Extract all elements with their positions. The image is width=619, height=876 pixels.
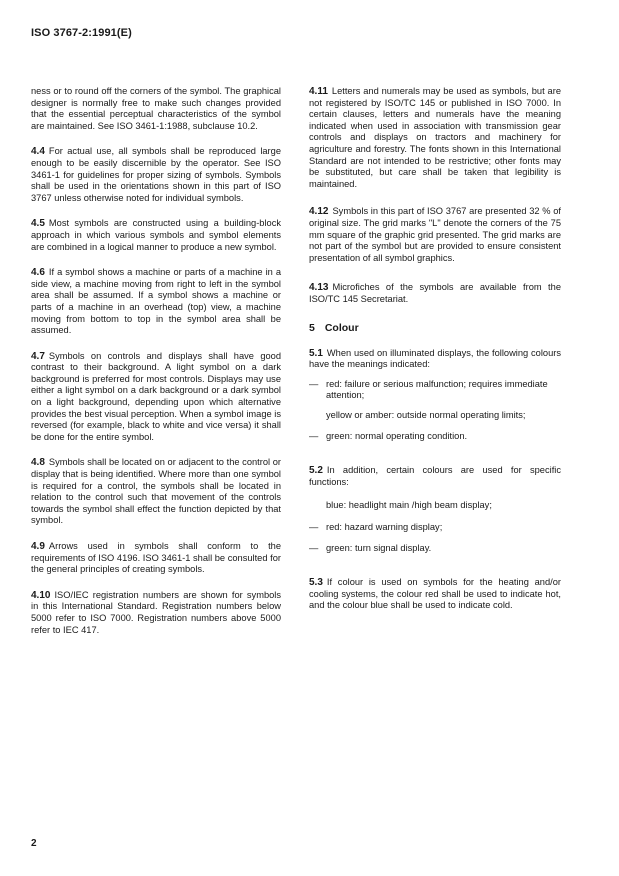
clause-number: 4.6	[31, 267, 45, 279]
list-item	[309, 522, 561, 534]
clause-4-8	[31, 457, 281, 527]
clause-4-10	[31, 590, 281, 636]
section-title: Colour	[324, 321, 359, 334]
clause-number: 4.11	[309, 86, 328, 97]
clause-4-6	[31, 267, 281, 337]
clause-4-9	[31, 541, 281, 576]
clause-4-5	[31, 218, 281, 253]
clause-text: Symbols on controls and displays shall have good contrast to their background. A light symbol on a dark background is preferred for most controls. Displays may use either a light symbol on a dark background or a dark symbol on a light background, depending upon which alternative provides the best visual perception. When a symbol image is reversed (for example, black to white and vice versa) it shall be done for the entire symbol.	[31, 350, 281, 442]
clause-number: 4.12	[309, 206, 329, 218]
list-item	[309, 543, 561, 555]
clause-number: 4.4	[31, 146, 45, 158]
document-header: ISO 3767-2:1991(E)	[31, 27, 132, 39]
list-dash: —	[309, 521, 319, 532]
clause-number: 4.9	[31, 541, 45, 552]
clause-number: 4.7	[31, 350, 45, 362]
list-item: blue: headlight main /high beam display;	[326, 500, 492, 511]
clause-4-13	[309, 282, 561, 305]
clause-number: 5.2	[309, 465, 323, 477]
clause-4-12	[309, 206, 561, 264]
section-heading-colour	[309, 322, 561, 334]
section-number: 5	[309, 321, 315, 334]
clause-text: If colour is used on symbols for the heating and/or cooling systems, the colour red shall be used to indicate hot, and the colour blue shall be used to indicate cold.	[309, 577, 561, 611]
list-dash: —	[309, 431, 319, 442]
list-item-text: green: normal operating condition.	[326, 431, 468, 442]
left-column	[31, 86, 281, 636]
list-item-text: green: turn signal display.	[326, 543, 432, 554]
clause-text: Microfiches of the symbols are available from the ISO/TC 145 Secretariat.	[309, 282, 561, 304]
clause-text: Symbols shall be located on or adjacent to the control or display that is being identified. Where more than one symbol is required for a control, the symbols shall be located in relation to the control such that movement of the controls towards the symbol shall effect the function depicted by that symbol.	[31, 457, 281, 526]
list-item-text: red: failure or serious malfunction; requires immediate attention;	[326, 378, 548, 401]
clause-4-11	[309, 86, 561, 190]
clause-number: 5.1	[309, 347, 323, 359]
list-item-text: red: hazard warning display;	[326, 521, 443, 532]
clause-number: 4.13	[309, 282, 329, 294]
clause-text: Letters and numerals may be used as symbols, but are not registered by ISO/TC 145 or published in ISO 7000. In certain clauses, letters and numerals have the meaning indicated when used in association with transmission gear controls and displays on tractors and machinery for agriculture and forestry. The fonts shown in this International Standard are not intended to be restrictive; other fonts may be substituted, but care shall be taken that legibility is maintained.	[309, 86, 561, 189]
list-dash: —	[309, 543, 319, 554]
clause-5-2	[309, 465, 561, 488]
intro-paragraph: ness or to round off the corners of the symbol. The graphical designer is normally free to make such changes provided that the essential perceptual characteristics of the symbol are maintained. See ISO 3461-1:1988, subclause 10.2.	[31, 86, 281, 131]
clause-number: 5.3	[309, 577, 323, 589]
clause-text: Arrows used in symbols shall conform to the requirements of ISO 4196. ISO 3461-1 shall be consulted for the general principles of creating symbols.	[31, 541, 281, 575]
clause-4-4	[31, 146, 281, 204]
page-number: 2	[31, 838, 37, 849]
clause-text: Symbols in this part of ISO 3767 are presented 32 % of original size. The grid marks "L" denote the corners of the 75 mm square of the graphic grid presented. The grid marks are not part of the symbol but are provided to ensure consistent presentation of all symbol graphics.	[309, 206, 561, 263]
clause-number: 4.10	[31, 589, 51, 601]
list-dash: —	[309, 378, 319, 389]
right-column	[309, 86, 561, 612]
list-item: yellow or amber: outside normal operating limits;	[326, 409, 526, 420]
clause-4-7	[31, 351, 281, 444]
clause-text: When used on illuminated displays, the following colours have the meanings indicated:	[309, 347, 561, 370]
clause-text: ISO/IEC registration numbers are shown for symbols in this International Standard. Registration numbers below 5000 refer to ISO 7000. Registration numbers above 5000 refer to IEC 417.	[31, 589, 281, 635]
clause-5-3	[309, 577, 561, 612]
list-item	[309, 431, 561, 443]
clause-number: 4.8	[31, 457, 45, 469]
list-item	[309, 379, 561, 402]
clause-text: If a symbol shows a machine or parts of a machine in a side view, a machine moving from right to left in the symbol area shall be assumed. If a symbol shows a machine or parts of a machine in an overhead (top) view, a machine moving from bottom to top in the symbol area shall be assumed.	[31, 267, 281, 336]
clause-text: For actual use, all symbols shall be reproduced large enough to be easily discernible by the operator. See ISO 3461-1 for guidelines for proper sizing of symbols. Symbols shall be used in the orientations shown in this part of ISO 3767 unless otherwise noted for individual symbols.	[31, 146, 281, 203]
clause-5-1	[309, 348, 561, 371]
clause-text: In addition, certain colours are used for specific functions:	[309, 465, 561, 487]
clause-text: Most symbols are constructed using a building-block approach in which various symbols and symbol elements are combined in a logical manner to produce a new symbol.	[31, 218, 281, 252]
clause-number: 4.5	[31, 218, 45, 230]
